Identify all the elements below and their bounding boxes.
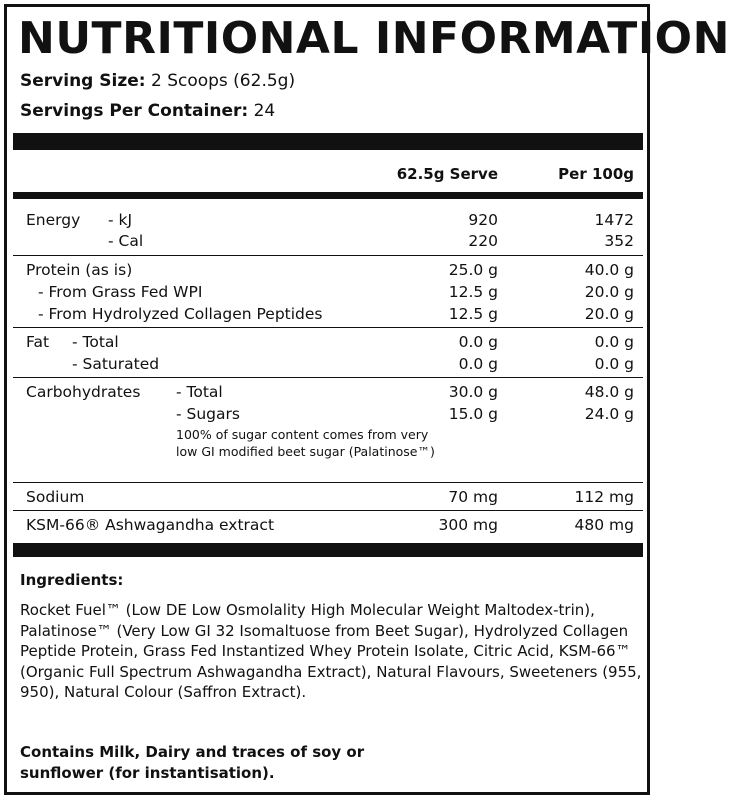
servings-per-container [20, 100, 275, 122]
fat-label: Fat [26, 333, 50, 351]
protein-label: Protein (as is) [26, 261, 133, 279]
sodium-label: Sodium [26, 488, 85, 506]
ingredients-text: Rocket Fuel™ (Low DE Low Osmolality High Molecular Weight Maltodex-trin), Palatinose™ (Very Low GI 32 Isomaltuose from Beet Sugar), Hydrolyzed Collagen Peptide Protein, Grass Fed Instantized Whey Protein Isolate, Citric Acid, KSM-66™ (Organic Full Spectrum Ashwagandha Extract), Natural Flavours, Sweeteners (955, 950), Natural Colour (Saffron Extract). [20, 601, 642, 701]
energy-cal-serve: 220 [468, 232, 498, 250]
divider [13, 377, 643, 378]
protein-collagen-serve: 12.5 g [448, 305, 498, 323]
fat-saturated-serve: 0.0 g [458, 355, 498, 373]
sodium-per100: 112 mg [574, 488, 634, 506]
fat-total-per100: 0.0 g [594, 333, 634, 351]
column-header-per100: Per 100g [558, 165, 634, 183]
servings-per-container-value: 24 [253, 101, 276, 121]
energy-kj-serve: 920 [468, 211, 498, 229]
sodium-serve: 70 mg [448, 488, 498, 506]
carbs-sugars-serve: 15.0 g [448, 405, 498, 423]
fat-saturated-per100: 0.0 g [594, 355, 634, 373]
serving-size [20, 70, 295, 92]
carbs-label: Carbohydrates [26, 383, 141, 401]
serving-size-label: Serving Size: [20, 71, 146, 91]
divider [13, 255, 643, 256]
header-underline-bar [13, 192, 643, 199]
energy-kj-per100: 1472 [594, 211, 634, 229]
carbs-sugars-label: - Sugars [176, 405, 240, 423]
page-title: NUTRITIONAL INFORMATION [18, 13, 730, 64]
ingredients-heading: Ingredients: [20, 571, 124, 589]
carbs-total-label: - Total [176, 383, 223, 401]
energy-kj-label: - kJ [108, 211, 133, 229]
divider [13, 510, 643, 511]
protein-collagen-per100: 20.0 g [584, 305, 634, 323]
protein-wpi-serve: 12.5 g [448, 283, 498, 301]
servings-per-container-label: Servings Per Container: [20, 101, 249, 121]
fat-total-serve: 0.0 g [458, 333, 498, 351]
divider [13, 327, 643, 328]
fat-saturated-label: - Saturated [72, 355, 160, 373]
carbs-total-serve: 30.0 g [448, 383, 498, 401]
header-bar [13, 133, 643, 150]
allergen-statement: Contains Milk, Dairy and traces of soy or sunflower (for instantisation). [20, 743, 365, 782]
carbs-total-per100: 48.0 g [584, 383, 634, 401]
ksm-label: KSM-66® Ashwagandha extract [26, 516, 275, 534]
ksm-per100: 480 mg [574, 516, 634, 534]
protein-wpi-per100: 20.0 g [584, 283, 634, 301]
serving-size-value: 2 Scoops (62.5g) [150, 71, 296, 91]
protein-wpi-label: - From Grass Fed WPI [38, 283, 203, 301]
energy-cal-label: - Cal [108, 232, 144, 250]
protein-serve: 25.0 g [448, 261, 498, 279]
column-header-serve: 62.5g Serve [396, 165, 498, 183]
protein-collagen-label: - From Hydrolyzed Collagen Peptides [38, 305, 323, 323]
table-bottom-bar [13, 543, 643, 557]
protein-per100: 40.0 g [584, 261, 634, 279]
ksm-serve: 300 mg [438, 516, 498, 534]
carbs-sugars-per100: 24.0 g [584, 405, 634, 423]
sugar-note: 100% of sugar content comes from very low GI modified beet sugar (Palatinose™) [176, 427, 435, 459]
divider [13, 482, 643, 483]
fat-total-label: - Total [72, 333, 119, 351]
energy-label: Energy [26, 211, 81, 229]
energy-cal-per100: 352 [604, 232, 634, 250]
